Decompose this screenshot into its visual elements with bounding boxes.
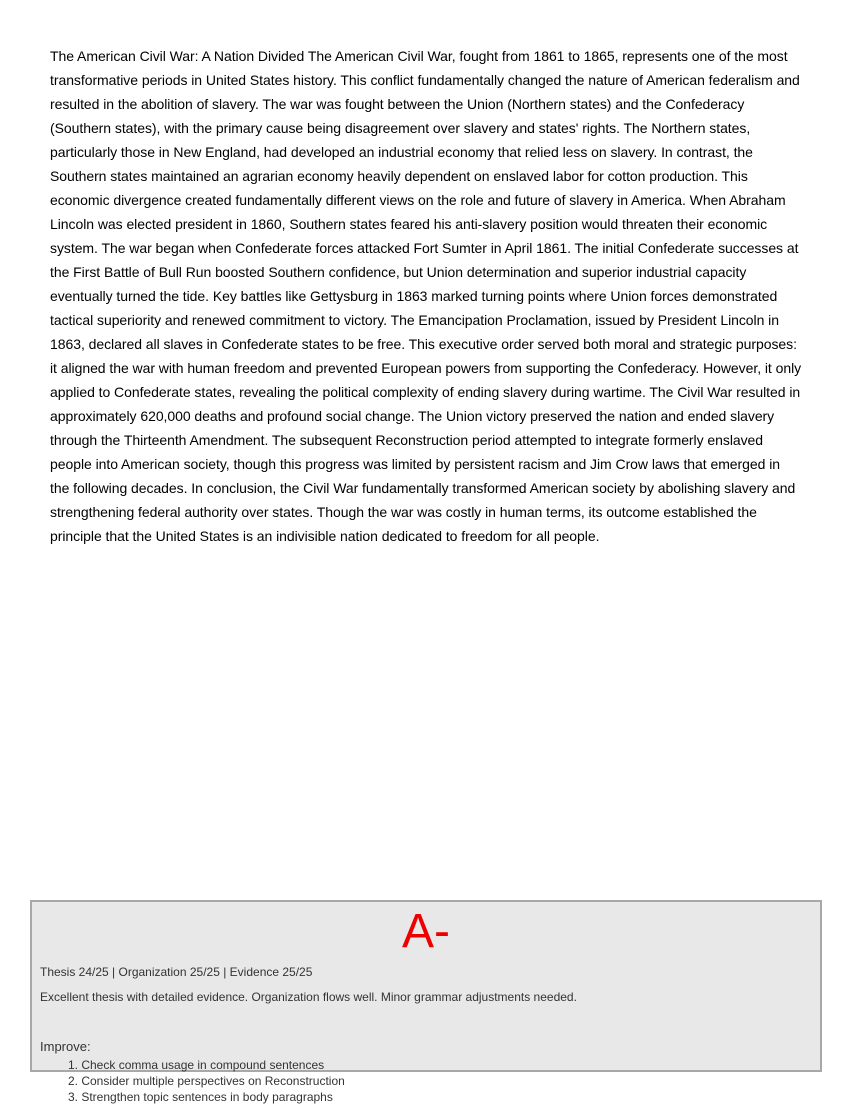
improve-heading: Improve: (40, 1039, 91, 1054)
improvement-item: 1. Check comma usage in compound sentences (68, 1058, 325, 1072)
improvement-item: 2. Consider multiple perspectives on Reconstruction (68, 1074, 345, 1088)
essay-text: The American Civil War: A Nation Divided The American Civil War, fought from 1861 to 1865, represents one of the most transformative periods in United States history. This conflict fundamentally changed the nature of American federalism and resulted in the abolition of slavery. The war was fought between the Union (Northern states) and the Confederacy (Southern states), with the primary cause being disagreement over slavery and states' rights. The Northern states, particularly those in New England, had developed an industrial economy that relied less on slavery. In contrast, the Southern states maintained an agrarian economy heavily dependent on enslaved labor for cotton production. This economic divergence created fundamentally different views on the role and future of slavery in America. When Abraham Lincoln was elected president in 1860, Southern states feared his anti-slavery position would threaten their economic system. The war began when Confederate forces attacked Fort Sumter in April 1861. The initial Confederate successes at the First Battle of Bull Run boosted Southern confidence, but Union determination and superior industrial capacity eventually turned the tide. Key battles like Gettysburg in 1863 marked turning points where Union forces demonstrated tactical superiority and renewed commitment to victory. The Emancipation Proclamation, issued by President Lincoln in 1863, declared all slaves in Confederate states to be free. This executive order served both moral and strategic purposes: it aligned the war with human freedom and prevented European powers from supporting the Confederacy. However, it only applied to Confederate states, revealing the political complexity of ending slavery during wartime. The Civil War resulted in approximately 620,000 deaths and profound social change. The Union victory preserved the nation and ended slavery through the Thirteenth Amendment. The subsequent Reconstruction period attempted to integrate formerly enslaved people into American society, though this progress was limited by persistent racism and Jim Crow laws that emerged in the following decades. In conclusion, the Civil War fundamentally transformed American society by abolishing slavery and strengthening federal authority over states. Though the war was costly in human terms, its outcome established the principle that the United States is an indivisible nation dedicated to freedom for all people. (50, 48, 802, 544)
letter-grade: A- (402, 905, 450, 958)
improvement-item: 3. Strengthen topic sentences in body paragraphs (68, 1090, 333, 1104)
feedback-comment: Excellent thesis with detailed evidence. Organization flows well. Minor grammar adjustments needed. (40, 990, 577, 1004)
improvement-list (68, 1057, 345, 1105)
rubric-scores: Thesis 24/25 | Organization 25/25 | Evidence 25/25 (40, 965, 313, 979)
grade-feedback-panel (30, 900, 822, 1104)
